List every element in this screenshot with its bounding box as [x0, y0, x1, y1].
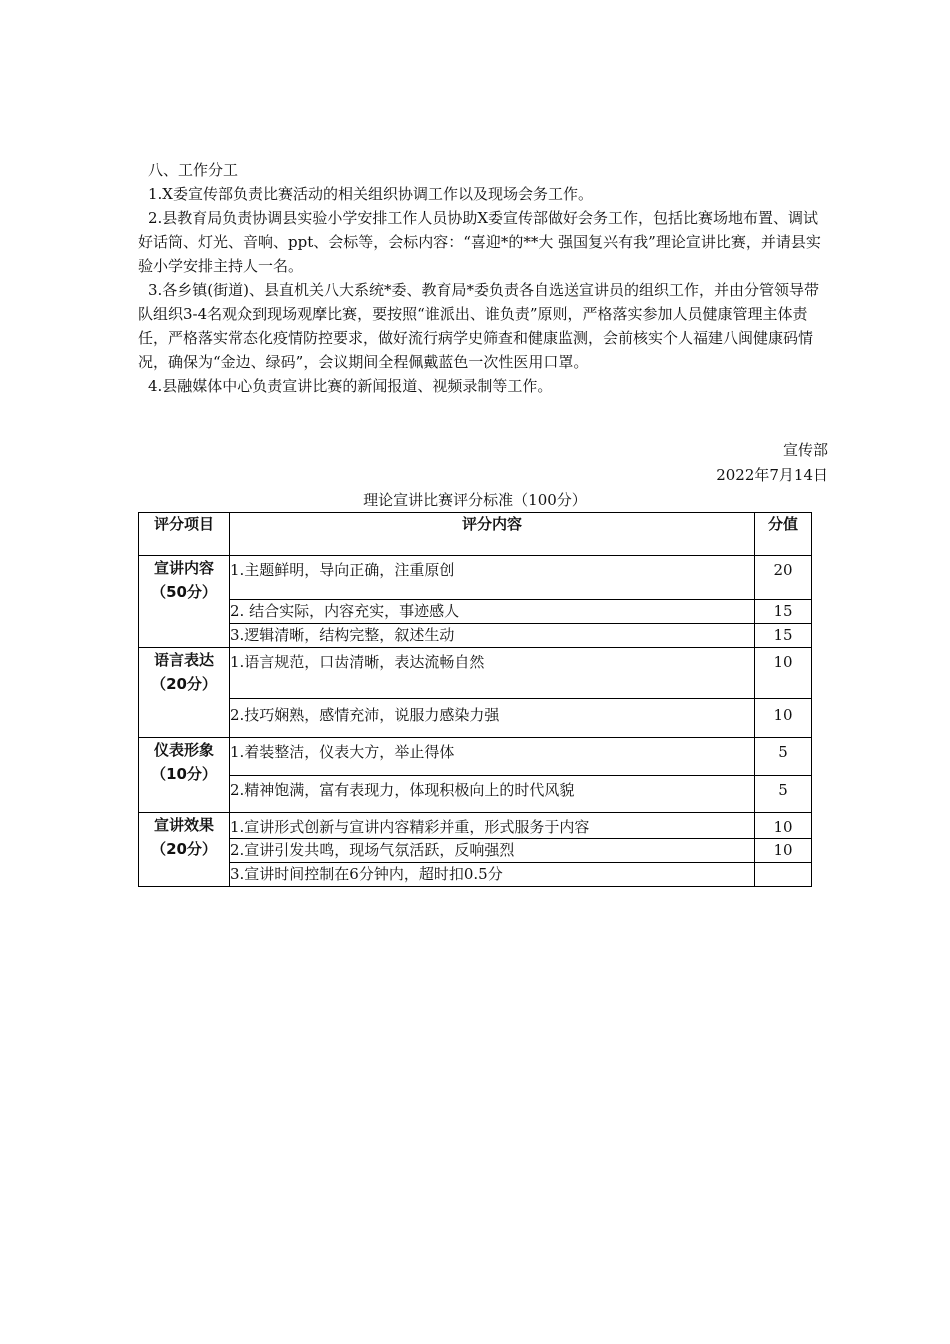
scoring-table	[138, 512, 812, 887]
category-points: （50分）	[151, 583, 217, 601]
table-row	[139, 648, 812, 699]
table-row	[139, 556, 812, 600]
table-row	[139, 776, 812, 813]
paragraph-4: 4.县融媒体中心负责宣讲比赛的新闻报道、视频录制等工作。	[148, 377, 553, 395]
criterion-text: 1.着装整洁，仪表大方，举止得体	[230, 738, 755, 776]
section-heading: 八、工作分工	[148, 161, 239, 179]
category-points: （20分）	[151, 840, 217, 858]
category-cell	[139, 813, 230, 887]
work-division-section	[138, 158, 830, 398]
category-cell	[139, 648, 230, 738]
table-row	[139, 624, 812, 648]
criterion-text: 1.宣讲形式创新与宣讲内容精彩并重，形式服务于内容	[230, 813, 755, 839]
paragraph-1: 1.X委宣传部负责比赛活动的相关组织协调工作以及现场会务工作。	[148, 185, 593, 203]
table-row	[139, 839, 812, 863]
criterion-text: 2.宣讲引发共鸣，现场气氛活跃，反响强烈	[230, 839, 755, 863]
paragraph-2: 2.县教育局负责协调县实验小学安排工作人员协助X委宣传部做好会务工作，包括比赛场地布置、调试好话筒、灯光、音响、ppt、会标等，会标内容：“喜迎*的**大 强国复兴有我”理论宣讲比赛，并请县实验小学安排主持人一名。	[138, 209, 821, 275]
signature-date: 2022年7月14日	[716, 466, 828, 484]
criterion-score: 10	[755, 648, 812, 699]
category-name: 仪表形象	[153, 741, 214, 759]
criterion-score: 5	[755, 776, 812, 813]
header-item: 评分项目	[139, 513, 230, 556]
category-name: 宣讲效果	[153, 816, 214, 834]
category-cell	[139, 556, 230, 648]
criterion-score	[755, 863, 812, 887]
header-score: 分值	[755, 513, 812, 556]
category-name: 语言表达	[153, 651, 214, 669]
criterion-text: 1.语言规范，口齿清晰，表达流畅自然	[230, 648, 755, 699]
criterion-text: 2. 结合实际，内容充实，事迹感人	[230, 600, 755, 624]
criterion-score: 15	[755, 624, 812, 648]
table-header-row	[139, 513, 812, 556]
criterion-score: 10	[755, 813, 812, 839]
criterion-text: 3.逻辑清晰，结构完整，叙述生动	[230, 624, 755, 648]
criterion-text: 2.技巧娴熟，感情充沛，说服力感染力强	[230, 699, 755, 738]
table-caption: 理论宣讲比赛评分标准（100分）	[363, 491, 587, 509]
table-row	[139, 699, 812, 738]
paragraph-3: 3.各乡镇(街道)、县直机关八大系统*委、教育局*委负责各自选送宣讲员的组织工作，并由分管领导带队组织3-4名观众到现场观摩比赛，要按照“谁派出、谁负责”原则，严格落实参加人员健康管理主体责任，严格落实常态化疫情防控要求，做好流行病学史筛查和健康监测，会前核实个人福建八闽健康码情况，确保为“金边、绿码”，会议期间全程佩戴蓝色一次性医用口罩。	[138, 281, 820, 371]
criterion-text: 3.宣讲时间控制在6分钟内，超时扣0.5分	[230, 863, 755, 887]
category-name: 宣讲内容	[153, 559, 214, 577]
table-row	[139, 600, 812, 624]
criterion-text: 2.精神饱满，富有表现力，体现积极向上的时代风貌	[230, 776, 755, 813]
table-row	[139, 813, 812, 839]
header-content: 评分内容	[230, 513, 755, 556]
table-row	[139, 738, 812, 776]
category-points: （20分）	[151, 675, 217, 693]
criterion-score: 15	[755, 600, 812, 624]
table-row	[139, 863, 812, 887]
criterion-score: 10	[755, 699, 812, 738]
criterion-text: 1.主题鲜明，导向正确，注重原创	[230, 556, 755, 600]
signature-department: 宣传部	[782, 441, 828, 459]
category-points: （10分）	[151, 765, 217, 783]
criterion-score: 20	[755, 556, 812, 600]
criterion-score: 10	[755, 839, 812, 863]
category-cell	[139, 738, 230, 813]
criterion-score: 5	[755, 738, 812, 776]
